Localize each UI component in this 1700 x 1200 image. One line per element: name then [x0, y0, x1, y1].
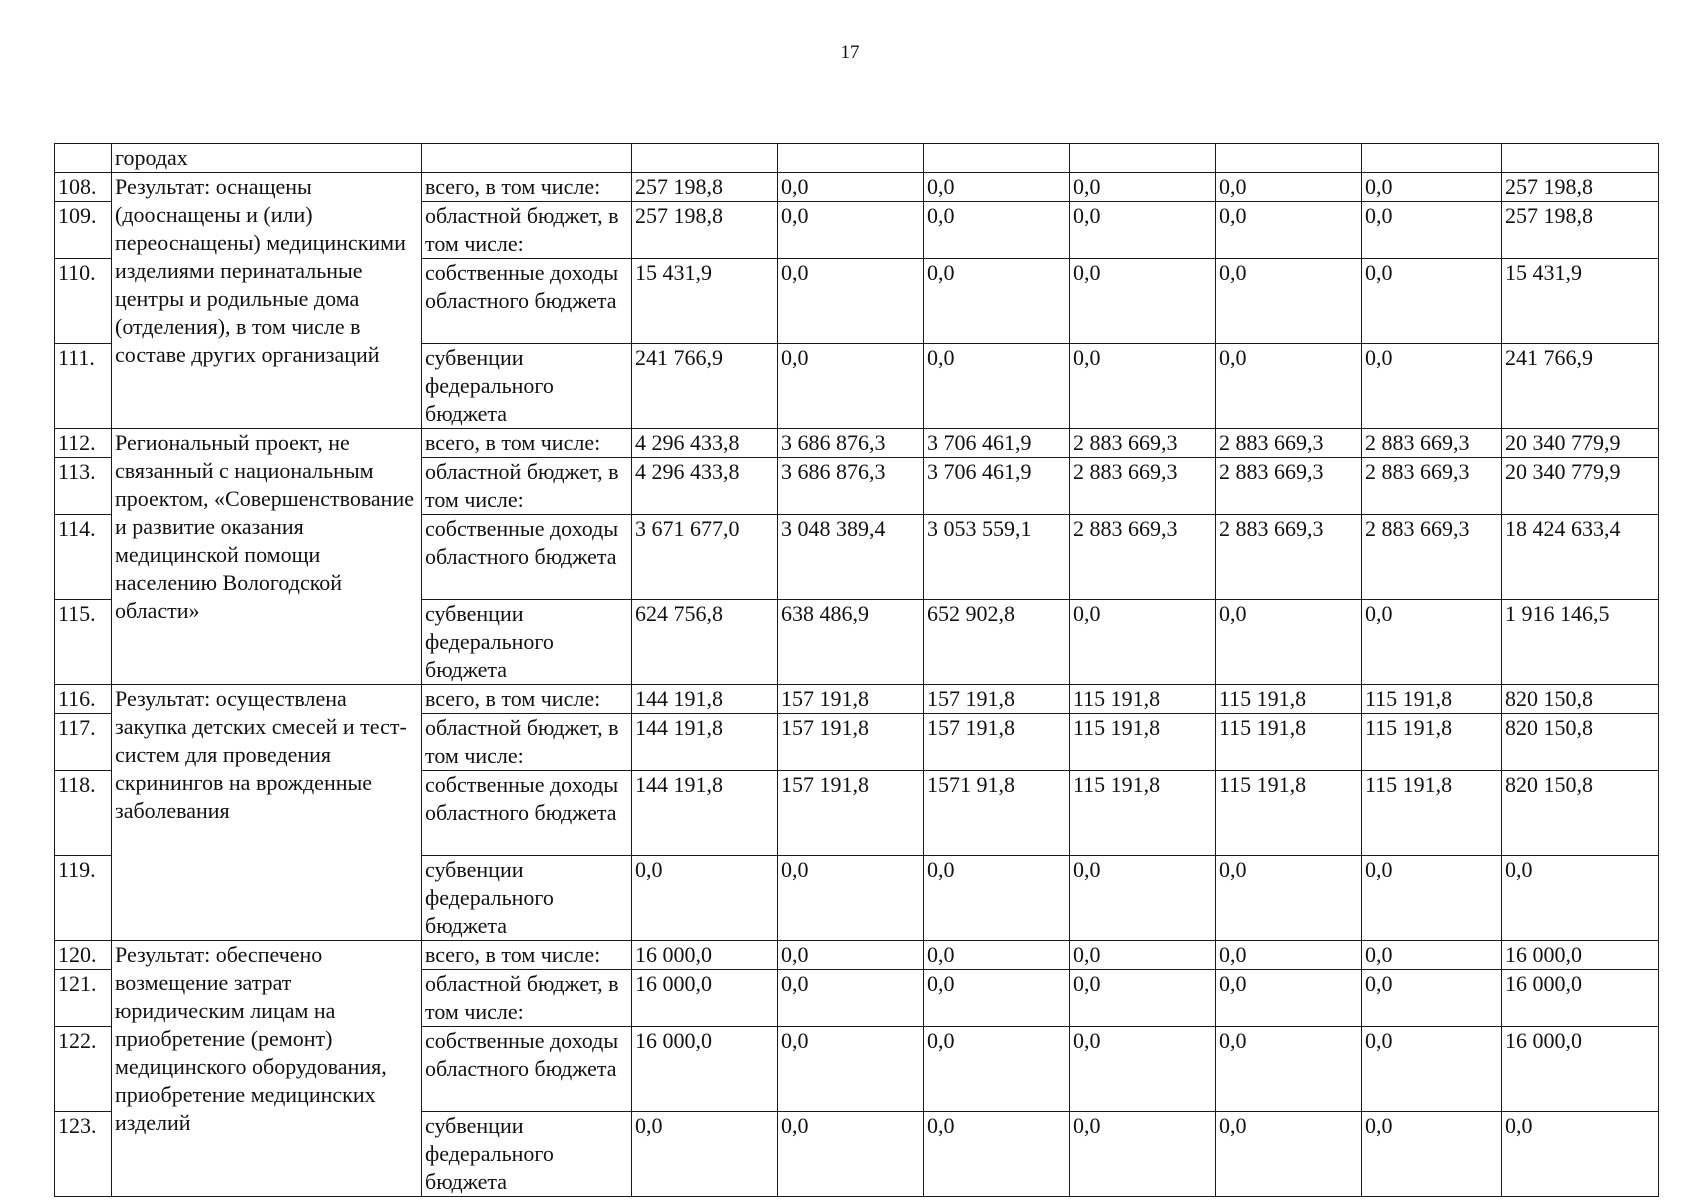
year-value: 638 486,9	[778, 600, 924, 685]
table-cell	[422, 144, 632, 173]
year-value: 0,0	[632, 856, 778, 941]
row-number: 122.	[55, 1027, 112, 1112]
year-value: 115 191,8	[1070, 714, 1216, 771]
funding-source: субвенции федерального бюджета	[422, 344, 632, 429]
table-cell	[1070, 144, 1216, 173]
year-value: 2 883 669,3	[1216, 429, 1362, 458]
group-description: Результат: оснащены (дооснащены и (или) переоснащены) медицинскими изделиями перинатальные центры и родильные дома (отделения), в том числе в составе других организаций	[112, 173, 422, 429]
year-value: 0,0	[778, 202, 924, 259]
table-cell	[1216, 144, 1362, 173]
table-cell	[924, 144, 1070, 173]
funding-source: собственные доходы областного бюджета	[422, 515, 632, 600]
total-value: 16 000,0	[1502, 941, 1659, 970]
year-value: 115 191,8	[1362, 771, 1502, 856]
year-value: 0,0	[1362, 600, 1502, 685]
year-value: 115 191,8	[1216, 714, 1362, 771]
year-value: 0,0	[778, 856, 924, 941]
year-value: 0,0	[924, 259, 1070, 344]
table-cell	[1362, 144, 1502, 173]
year-value: 15 431,9	[632, 259, 778, 344]
year-value: 0,0	[778, 344, 924, 429]
budget-table-body	[55, 144, 1659, 1197]
total-value: 257 198,8	[1502, 173, 1659, 202]
year-value: 0,0	[778, 259, 924, 344]
year-value: 0,0	[1362, 259, 1502, 344]
row-number: 110.	[55, 259, 112, 344]
year-value: 0,0	[1216, 600, 1362, 685]
year-value: 0,0	[1070, 173, 1216, 202]
year-value: 2 883 669,3	[1362, 458, 1502, 515]
total-value: 18 424 633,4	[1502, 515, 1659, 600]
year-value: 0,0	[1362, 1112, 1502, 1197]
year-value: 0,0	[1216, 202, 1362, 259]
year-value: 2 883 669,3	[1070, 429, 1216, 458]
year-value: 0,0	[1070, 856, 1216, 941]
year-value: 0,0	[1070, 600, 1216, 685]
year-value: 0,0	[924, 344, 1070, 429]
year-value: 2 883 669,3	[1362, 515, 1502, 600]
year-value: 0,0	[1070, 259, 1216, 344]
year-value: 2 883 669,3	[1216, 515, 1362, 600]
year-value: 3 686 876,3	[778, 429, 924, 458]
page-number: 17	[840, 42, 860, 63]
year-value: 144 191,8	[632, 771, 778, 856]
year-value: 157 191,8	[778, 714, 924, 771]
row-number: 108.	[55, 173, 112, 202]
year-value: 0,0	[1362, 941, 1502, 970]
table-row	[55, 429, 1659, 458]
year-value: 0,0	[1216, 173, 1362, 202]
year-value: 0,0	[632, 1112, 778, 1197]
year-value: 0,0	[924, 1027, 1070, 1112]
group-description: Результат: обеспечено возмещение затрат юридическим лицам на приобретение (ремонт) медицинского оборудования, приобретение медицинских изделий	[112, 941, 422, 1197]
year-value: 0,0	[924, 173, 1070, 202]
year-value: 0,0	[1216, 1112, 1362, 1197]
year-value: 144 191,8	[632, 685, 778, 714]
year-value: 4 296 433,8	[632, 429, 778, 458]
table-row-continuation	[55, 144, 1659, 173]
year-value: 115 191,8	[1216, 771, 1362, 856]
year-value: 157 191,8	[778, 685, 924, 714]
year-value: 0,0	[1362, 1027, 1502, 1112]
row-number: 115.	[55, 600, 112, 685]
year-value: 0,0	[778, 173, 924, 202]
year-value: 115 191,8	[1070, 685, 1216, 714]
year-value: 0,0	[1070, 1112, 1216, 1197]
year-value: 624 756,8	[632, 600, 778, 685]
row-number: 111.	[55, 344, 112, 429]
year-value: 0,0	[778, 970, 924, 1027]
table-cell	[632, 144, 778, 173]
year-value: 0,0	[1070, 970, 1216, 1027]
year-value: 16 000,0	[632, 941, 778, 970]
year-value: 0,0	[1216, 1027, 1362, 1112]
row-number: 109.	[55, 202, 112, 259]
year-value: 0,0	[1362, 856, 1502, 941]
funding-source: собственные доходы областного бюджета	[422, 771, 632, 856]
year-value: 0,0	[924, 202, 1070, 259]
table-row	[55, 941, 1659, 970]
year-value: 0,0	[1216, 941, 1362, 970]
total-value: 820 150,8	[1502, 771, 1659, 856]
row-number	[55, 144, 112, 173]
year-value: 3 706 461,9	[924, 429, 1070, 458]
total-value: 16 000,0	[1502, 970, 1659, 1027]
year-value: 241 766,9	[632, 344, 778, 429]
row-number: 117.	[55, 714, 112, 771]
total-value: 16 000,0	[1502, 1027, 1659, 1112]
funding-source: областной бюджет, в том числе:	[422, 714, 632, 771]
year-value: 0,0	[924, 941, 1070, 970]
table-cell	[1502, 144, 1659, 173]
year-value: 652 902,8	[924, 600, 1070, 685]
funding-source: собственные доходы областного бюджета	[422, 1027, 632, 1112]
table-row	[55, 173, 1659, 202]
year-value: 2 883 669,3	[1362, 429, 1502, 458]
funding-source: областной бюджет, в том числе:	[422, 202, 632, 259]
total-value: 820 150,8	[1502, 685, 1659, 714]
year-value: 0,0	[778, 1112, 924, 1197]
year-value: 3 048 389,4	[778, 515, 924, 600]
year-value: 0,0	[1362, 202, 1502, 259]
year-value: 0,0	[1216, 970, 1362, 1027]
group-description: Результат: осуществлена закупка детских смесей и тест-систем для проведения скринингов на врожденные заболевания	[112, 685, 422, 941]
year-value: 144 191,8	[632, 714, 778, 771]
year-value: 16 000,0	[632, 970, 778, 1027]
row-number: 119.	[55, 856, 112, 941]
year-value: 0,0	[1216, 856, 1362, 941]
year-value: 3 706 461,9	[924, 458, 1070, 515]
table-cell	[778, 144, 924, 173]
year-value: 0,0	[1216, 259, 1362, 344]
total-value: 820 150,8	[1502, 714, 1659, 771]
total-value: 20 340 779,9	[1502, 429, 1659, 458]
funding-source: областной бюджет, в том числе:	[422, 970, 632, 1027]
total-value: 257 198,8	[1502, 202, 1659, 259]
year-value: 1571 91,8	[924, 771, 1070, 856]
year-value: 115 191,8	[1362, 685, 1502, 714]
row-number: 118.	[55, 771, 112, 856]
year-value: 2 883 669,3	[1070, 515, 1216, 600]
row-number: 120.	[55, 941, 112, 970]
group-description: Региональный проект, не связанный с национальным проектом, «Совершенствование и развитие оказания медицинской помощи населению Вологодской области»	[112, 429, 422, 685]
year-value: 0,0	[924, 970, 1070, 1027]
funding-source: субвенции федерального бюджета	[422, 1112, 632, 1197]
row-number: 116.	[55, 685, 112, 714]
year-value: 0,0	[1362, 970, 1502, 1027]
funding-source: областной бюджет, в том числе:	[422, 458, 632, 515]
row-description: городах	[112, 144, 422, 173]
total-value: 0,0	[1502, 1112, 1659, 1197]
year-value: 157 191,8	[778, 771, 924, 856]
year-value: 0,0	[1070, 202, 1216, 259]
year-value: 2 883 669,3	[1070, 458, 1216, 515]
year-value: 157 191,8	[924, 685, 1070, 714]
funding-source: собственные доходы областного бюджета	[422, 259, 632, 344]
year-value: 0,0	[1070, 344, 1216, 429]
funding-source: субвенции федерального бюджета	[422, 856, 632, 941]
total-value: 1 916 146,5	[1502, 600, 1659, 685]
year-value: 0,0	[1070, 1027, 1216, 1112]
year-value: 115 191,8	[1216, 685, 1362, 714]
year-value: 115 191,8	[1070, 771, 1216, 856]
year-value: 157 191,8	[924, 714, 1070, 771]
year-value: 0,0	[778, 941, 924, 970]
year-value: 257 198,8	[632, 173, 778, 202]
funding-source: всего, в том числе:	[422, 941, 632, 970]
row-number: 113.	[55, 458, 112, 515]
total-value: 241 766,9	[1502, 344, 1659, 429]
year-value: 0,0	[924, 856, 1070, 941]
budget-table	[54, 143, 1659, 1197]
year-value: 257 198,8	[632, 202, 778, 259]
year-value: 0,0	[1070, 941, 1216, 970]
year-value: 115 191,8	[1362, 714, 1502, 771]
year-value: 0,0	[1362, 173, 1502, 202]
total-value: 15 431,9	[1502, 259, 1659, 344]
funding-source: всего, в том числе:	[422, 429, 632, 458]
row-number: 123.	[55, 1112, 112, 1197]
year-value: 0,0	[1362, 344, 1502, 429]
year-value: 3 671 677,0	[632, 515, 778, 600]
year-value: 2 883 669,3	[1216, 458, 1362, 515]
total-value: 0,0	[1502, 856, 1659, 941]
year-value: 0,0	[924, 1112, 1070, 1197]
funding-source: субвенции федерального бюджета	[422, 600, 632, 685]
funding-source: всего, в том числе:	[422, 685, 632, 714]
table-row	[55, 685, 1659, 714]
year-value: 3 053 559,1	[924, 515, 1070, 600]
total-value: 20 340 779,9	[1502, 458, 1659, 515]
funding-source: всего, в том числе:	[422, 173, 632, 202]
year-value: 0,0	[778, 1027, 924, 1112]
row-number: 121.	[55, 970, 112, 1027]
year-value: 3 686 876,3	[778, 458, 924, 515]
year-value: 16 000,0	[632, 1027, 778, 1112]
row-number: 112.	[55, 429, 112, 458]
year-value: 0,0	[1216, 344, 1362, 429]
row-number: 114.	[55, 515, 112, 600]
year-value: 4 296 433,8	[632, 458, 778, 515]
